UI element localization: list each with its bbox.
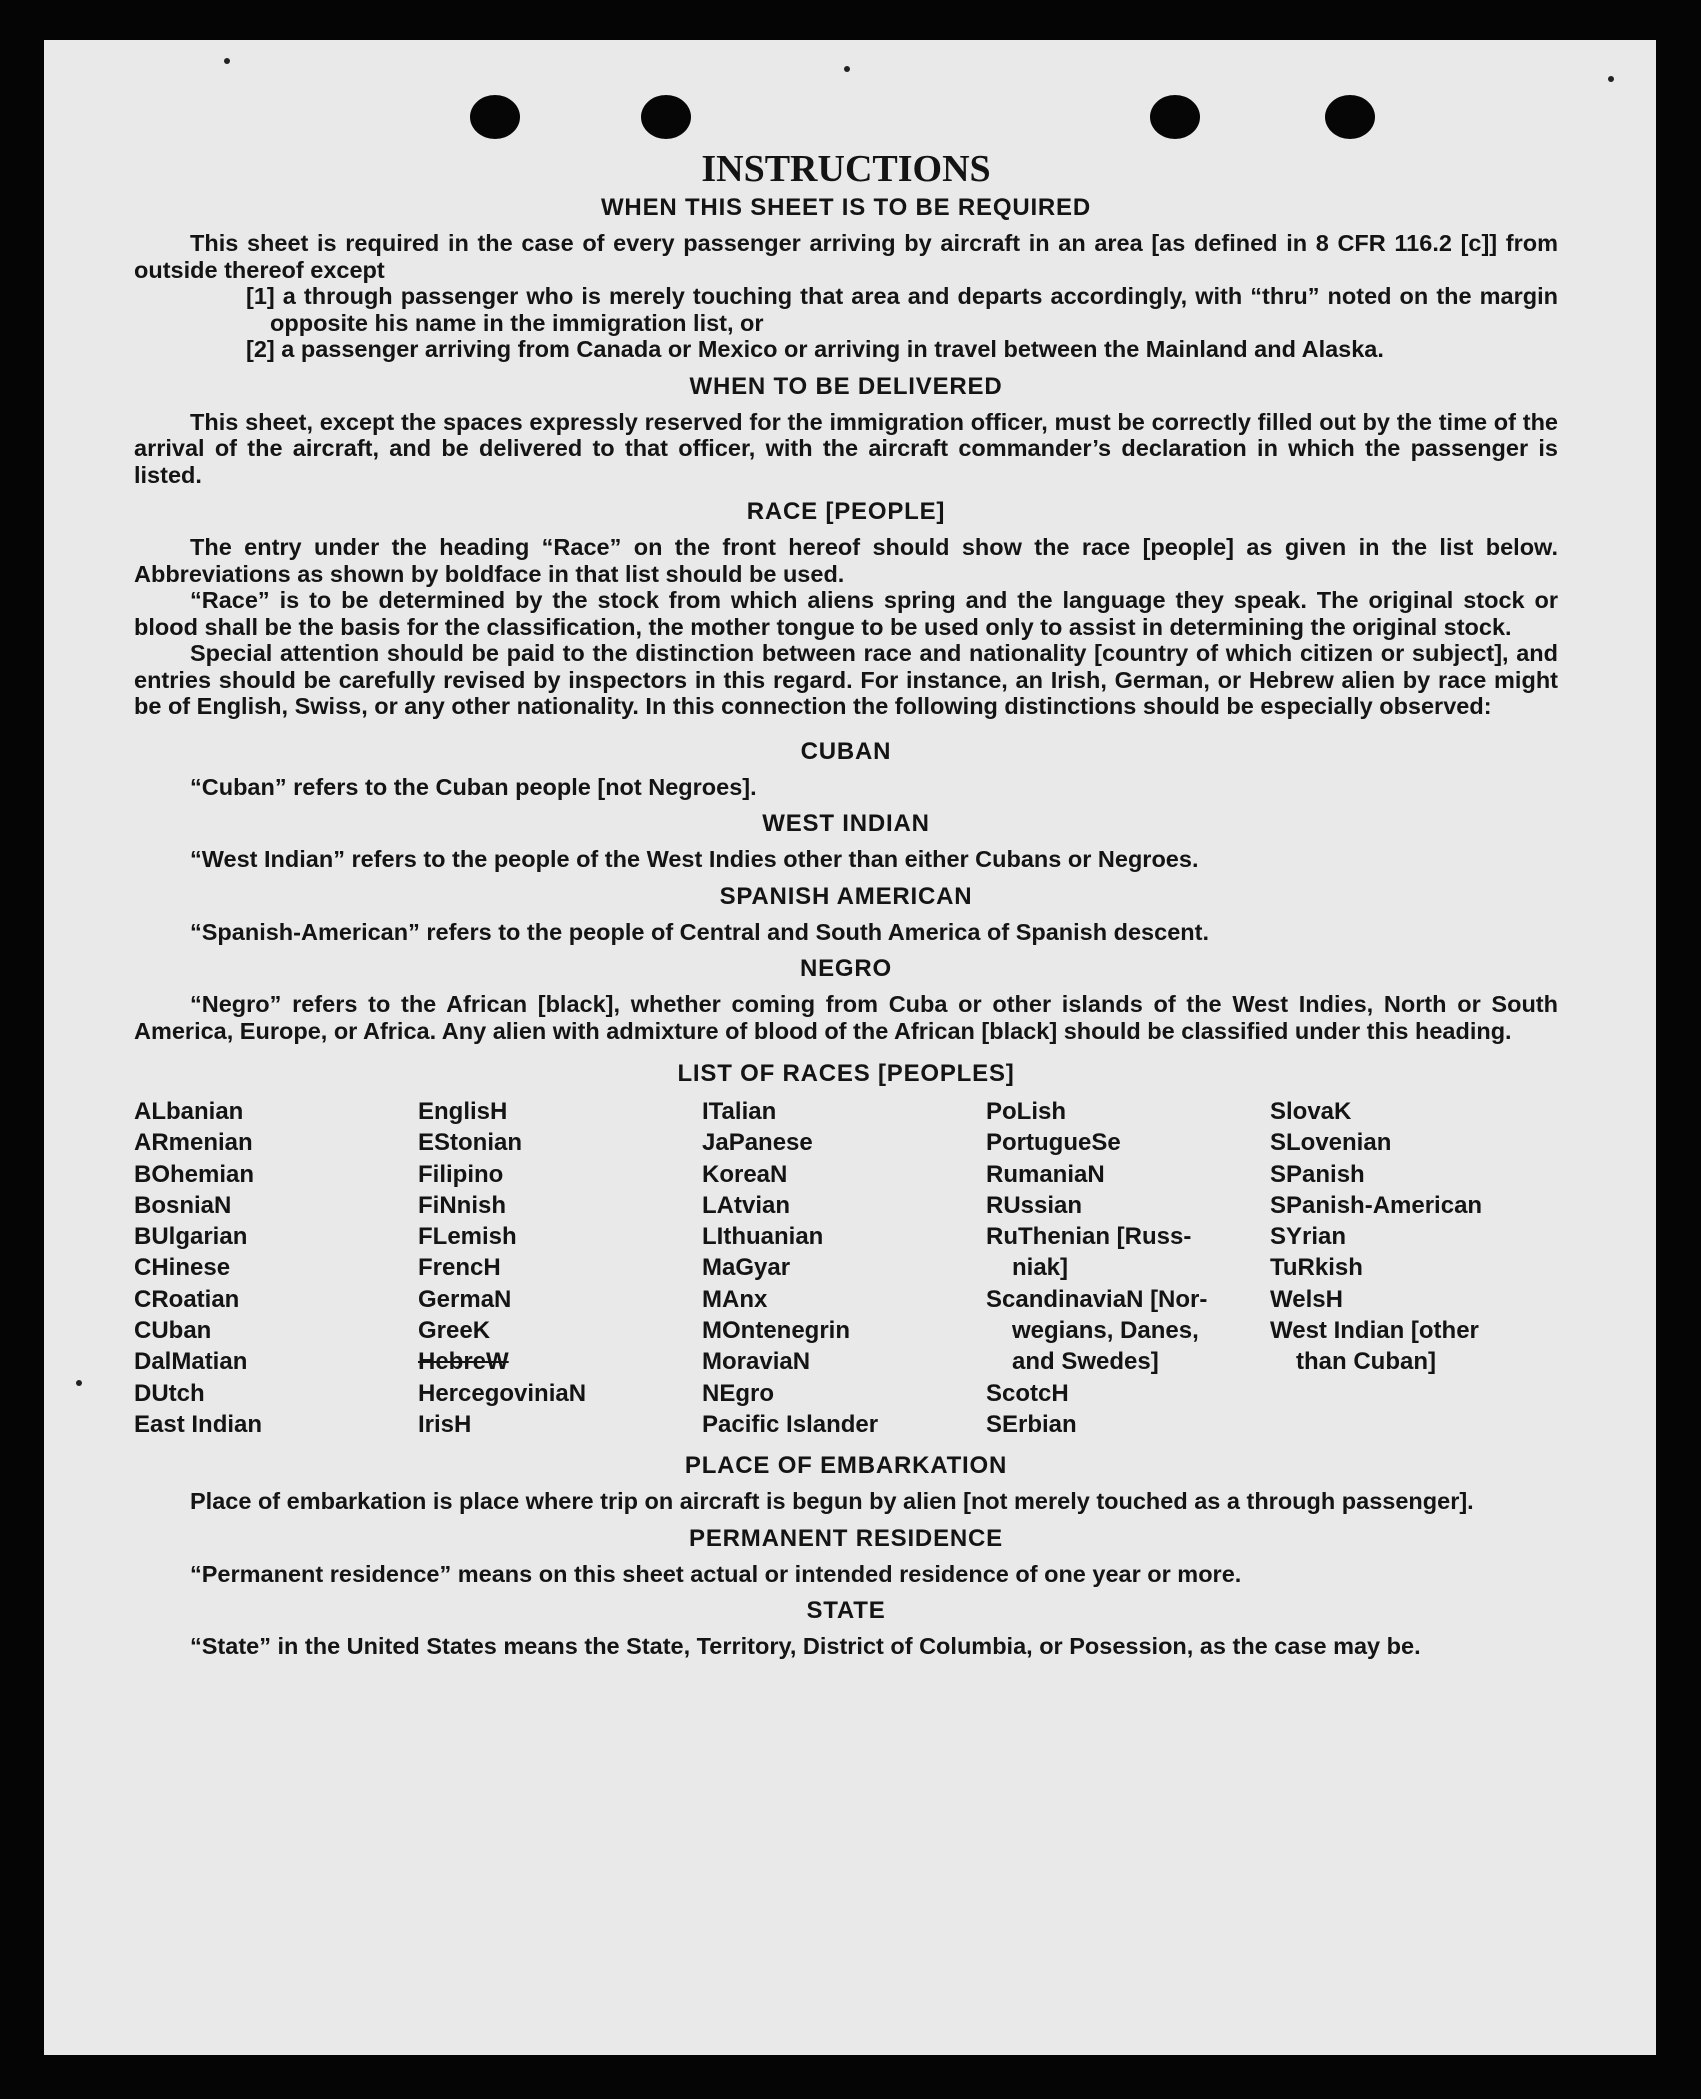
race-entry: BosniaN (134, 1191, 232, 1219)
race-entry-continued: than Cuban] (1296, 1348, 1436, 1376)
race-paragraph-2: “Race” is to be determined by the stock from which aliens spring and the language they speak. The original stock or blood shall be the basis for the classification, the mother tongue to be used only to assist in determining the original stock. (134, 587, 1558, 640)
race-entry: SErbian (986, 1410, 1077, 1438)
race-entry: SPanish-American (1270, 1191, 1483, 1219)
spanish-american-text: “Spanish-American” refers to the people of Central and South America of Spanish descent. (190, 918, 1209, 945)
exception-item-1: [1] a through passenger who is merely touching that area and departs accordingly, with “thru” noted on the margin opposite his name in the immigration list, or (246, 283, 1558, 336)
race-entry: MoraviaN (702, 1348, 811, 1376)
section-heading-delivered: WHEN TO BE DELIVERED (689, 372, 1003, 400)
cuban-text: “Cuban” refers to the Cuban people [not Negroes]. (190, 773, 757, 800)
race-paragraph-1: The entry under the heading “Race” on the front hereof should show the race [people] as given in the list below. Abbreviations as shown by boldface in that list should be used. (134, 534, 1558, 587)
residence-text: “Permanent residence” means on this sheet actual or intended residence of one year or more. (190, 1560, 1242, 1587)
race-entry: EStonian (418, 1129, 523, 1157)
race-entry: ALbanian (134, 1098, 244, 1125)
race-entry: MaGyar (702, 1254, 791, 1282)
race-entry-struck: HebreW (418, 1348, 509, 1376)
race-entry: Filipino (418, 1160, 504, 1188)
race-entry: PortugueSe (986, 1129, 1121, 1157)
section-heading-negro: NEGRO (799, 955, 892, 982)
section-heading-cuban: CUBAN (800, 737, 892, 765)
race-entry: MOntenegrin (702, 1317, 850, 1345)
race-entry: GermaN (418, 1285, 512, 1313)
race-entry: IrisH (418, 1410, 472, 1438)
race-entry: LIthuanian (702, 1223, 824, 1251)
race-entry: SlovaK (1270, 1098, 1352, 1125)
instructions-content (134, 148, 1558, 1660)
race-entry: JaPanese (702, 1129, 813, 1157)
race-entry: SLovenian (1270, 1129, 1392, 1157)
race-entry: Pacific Islander (702, 1410, 879, 1438)
section-heading-residence: PERMANENT RESIDENCE (689, 1524, 1003, 1552)
punch-hole (1150, 95, 1200, 139)
race-column (986, 1096, 1270, 1440)
race-entry: West Indian [other (1270, 1317, 1479, 1345)
race-entry: RumaniaN (986, 1160, 1105, 1188)
race-column (134, 1096, 418, 1440)
section-heading-embarkation: PLACE OF EMBARKATION (684, 1452, 1008, 1480)
race-column (702, 1096, 986, 1440)
state-text: “State” in the United States means the State, Territory, District of Columbia, or Posession, as the case may be. (190, 1633, 1421, 1660)
race-entry: TuRkish (1270, 1254, 1363, 1282)
delivered-text: This sheet, except the spaces expressly reserved for the immigration officer, must be correctly filled out by the time of the arrival of the aircraft, and be delivered to that officer, with the aircraft commander’s declaration in which the passenger is listed. (134, 408, 1558, 488)
speck (1608, 76, 1614, 82)
race-entry: CRoatian (134, 1285, 240, 1313)
race-entry: SPanish (1270, 1160, 1365, 1188)
race-entry: DalMatian (134, 1348, 248, 1376)
race-entry: FLemish (418, 1223, 517, 1251)
page-title: INSTRUCTIONS (701, 148, 991, 190)
race-entry: FrencH (418, 1254, 501, 1282)
race-entry: BOhemian (134, 1160, 255, 1188)
race-list (134, 1096, 1558, 1440)
race-entry: ScandinaviaN [Nor- (986, 1285, 1208, 1313)
required-intro: This sheet is required in the case of every passenger arriving by aircraft in an area [as defined in 8 CFR 116.2 [c]] from outside thereof except (134, 230, 1558, 283)
race-entry: CHinese (134, 1254, 231, 1282)
race-entry: RUssian (986, 1191, 1083, 1219)
section-heading-required: WHEN THIS SHEET IS TO BE REQUIRED (600, 194, 1091, 221)
race-entry: ITalian (702, 1098, 777, 1125)
race-entry: MAnx (702, 1285, 768, 1313)
west-indian-text: “West Indian” refers to the people of the West Indies other than either Cubans or Negroes. (190, 846, 1199, 872)
race-entry: DUtch (134, 1379, 205, 1407)
race-entry: NEgro (702, 1379, 774, 1407)
embarkation-text: Place of embarkation is place where trip on aircraft is begun by alien [not merely touched as a through passenger]. (190, 1488, 1474, 1515)
race-column (418, 1096, 702, 1440)
race-entry: GreeK (418, 1317, 491, 1345)
race-entry-continued: niak] (1012, 1254, 1069, 1282)
speck (76, 1380, 82, 1386)
negro-text: “Negro” refers to the African [black], whether coming from Cuba or other islands of the West Indies, North or South America, Europe, or Africa. Any alien with admixture of blood of the African [black] should be classified under this heading. (134, 991, 1558, 1044)
race-entry: LAtvian (702, 1191, 791, 1219)
exception-item-2: [2] a passenger arriving from Canada or Mexico or arriving in travel between the Mainland and Alaska. (246, 336, 1384, 362)
race-entry: East Indian (134, 1410, 263, 1438)
section-heading-spanish-american: SPANISH AMERICAN (719, 882, 973, 910)
race-paragraph-3: Special attention should be paid to the distinction between race and nationality [country of which citizen or subject], and entries should be carefully revised by inspectors in this regard. For instance, an Irish, German, or Hebrew alien by race might be of English, Swiss, or any other nationality. In this connection the following distinctions should be especially observed: (134, 640, 1558, 719)
section-heading-state: STATE (806, 1597, 886, 1625)
race-entry: BUlgarian (134, 1223, 248, 1251)
race-entry: ARmenian (134, 1129, 253, 1157)
punch-hole (470, 95, 520, 139)
race-entry: EnglisH (418, 1098, 508, 1125)
race-entry: PoLish (986, 1098, 1067, 1125)
race-entry: WelsH (1270, 1285, 1343, 1313)
punch-hole (1325, 95, 1375, 139)
race-entry-continued: wegians, Danes, (1012, 1317, 1199, 1345)
section-heading-race: RACE [PEOPLE] (746, 498, 946, 525)
race-entry: RuThenian [Russ- (986, 1223, 1192, 1251)
race-entry: CUban (134, 1317, 212, 1345)
section-heading-race-list: LIST OF RACES [PEOPLES] (677, 1060, 1015, 1087)
document-sheet (44, 40, 1656, 2055)
section-heading-west-indian: WEST INDIAN (762, 810, 930, 837)
race-entry-continued: and Swedes] (1012, 1348, 1159, 1376)
punch-hole (641, 95, 691, 139)
race-entry: KoreaN (702, 1160, 788, 1188)
race-entry: FiNnish (418, 1191, 506, 1219)
race-entry: HercegoviniaN (418, 1379, 587, 1407)
race-entry: ScotcH (986, 1379, 1069, 1407)
race-entry: SYrian (1270, 1223, 1347, 1251)
speck (224, 58, 230, 64)
race-column (1270, 1096, 1554, 1440)
speck (844, 66, 850, 72)
